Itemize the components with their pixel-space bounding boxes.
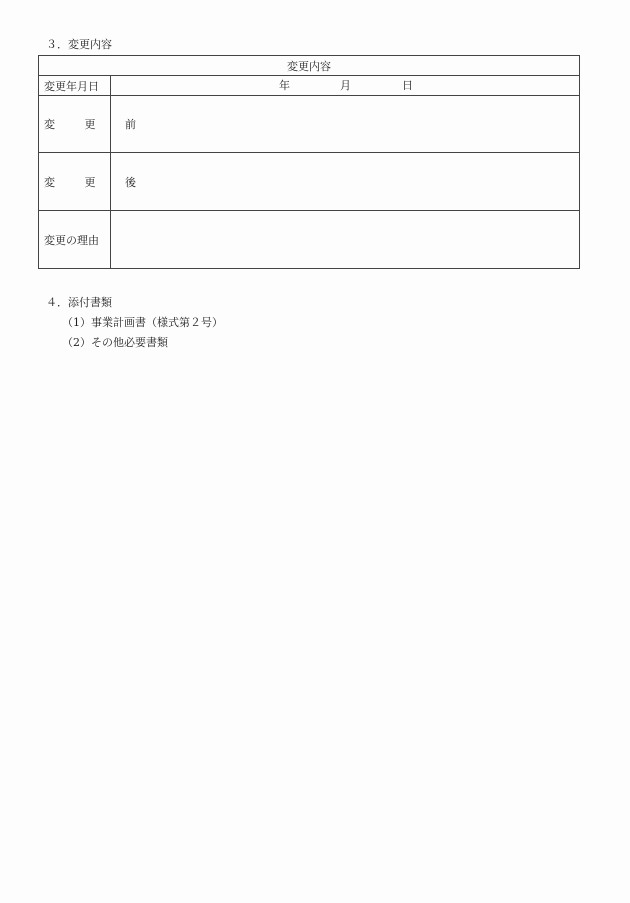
change-date-label: 変更年月日 xyxy=(39,76,111,96)
table-header: 変更内容 xyxy=(39,56,580,76)
table-row xyxy=(39,211,580,269)
section-3-title: ３．変更内容 xyxy=(46,38,112,51)
day-label: 日 xyxy=(402,79,413,92)
section-4-title: ４．添付書類 xyxy=(46,296,112,309)
change-details-table xyxy=(38,55,580,269)
change-reason-field[interactable] xyxy=(111,211,580,269)
after-change-field[interactable] xyxy=(111,153,580,211)
change-reason-label: 変更の理由 xyxy=(39,211,111,269)
table-row xyxy=(39,76,580,96)
year-label: 年 xyxy=(279,79,290,92)
table-row xyxy=(39,96,580,153)
after-change-label: 変 更 後 xyxy=(39,153,111,211)
attachment-item-other-documents: （2）その他必要書類 xyxy=(62,336,168,349)
before-change-field[interactable] xyxy=(111,96,580,153)
attachment-item-business-plan: （1）事業計画書（様式第２号） xyxy=(62,316,223,329)
month-label: 月 xyxy=(340,79,351,92)
change-date-field[interactable] xyxy=(111,76,580,96)
before-change-label: 変 更 前 xyxy=(39,96,111,153)
table-row xyxy=(39,153,580,211)
